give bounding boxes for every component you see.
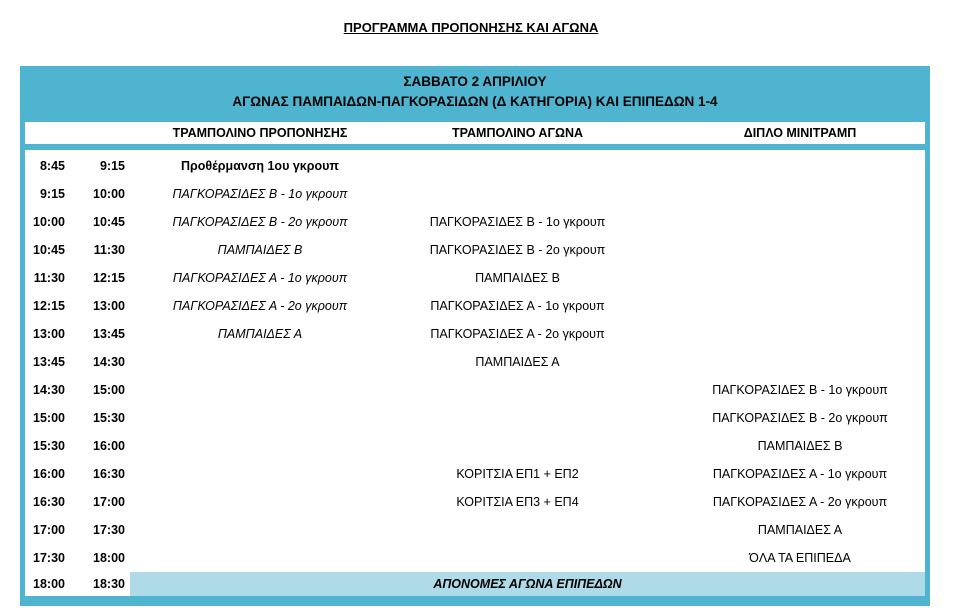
minitramp-cell (680, 320, 920, 348)
column-header-training: ΤΡΑΜΠΟΛΙΝΟ ΠΡΟΠΟΝΗΣΗΣ (172, 126, 348, 140)
end-time: 11:30 (93, 243, 125, 257)
end-time: 17:30 (93, 523, 125, 537)
competition-cell: ΠΑΜΠΑΙΔΕΣ Α (475, 355, 560, 369)
end-time: 18:00 (93, 551, 125, 565)
table-row (25, 236, 925, 264)
start-time: 14:30 (33, 383, 65, 397)
training-cell: ΠΑΓΚΟΡΑΣΙΔΕΣ Α - 2ο γκρουπ (172, 299, 348, 313)
table-row (25, 516, 925, 544)
minitramp-cell: ΠΑΓΚΟΡΑΣΙΔΕΣ Α - 2ο γκρουπ (712, 495, 888, 509)
end-time: 17:00 (93, 495, 125, 509)
table-row (25, 376, 925, 404)
end-time: 16:00 (93, 439, 125, 453)
training-cell: ΠΑΜΠΑΙΔΕΣ Α (217, 327, 303, 341)
competition-cell: ΠΑΜΠΑΙΔΕΣ Β (475, 271, 560, 285)
minitramp-cell (680, 348, 920, 376)
end-time: 10:00 (93, 187, 125, 201)
awards-band: ΑΠΟΝΟΜΕΣ ΑΓΩΝΑ ΕΠΙΠΕΔΩΝ (130, 572, 925, 596)
start-time: 16:30 (33, 495, 65, 509)
column-header-competition: ΤΡΑΜΠΟΛΙΝΟ ΑΓΩΝΑ (451, 126, 584, 140)
start-time: 10:45 (33, 243, 65, 257)
competition-cell (400, 376, 635, 404)
competition-cell: ΠΑΓΚΟΡΑΣΙΔΕΣ Α - 1ο γκρουπ (430, 299, 605, 313)
training-cell: ΠΑΓΚΟΡΑΣΙΔΕΣ Α - 1ο γκρουπ (172, 271, 348, 285)
start-time: 17:00 (33, 523, 65, 537)
minitramp-cell: ΠΑΓΚΟΡΑΣΙΔΕΣ Β - 1ο γκρουπ (712, 383, 888, 397)
competition-cell: ΠΑΓΚΟΡΑΣΙΔΕΣ Β - 1ο γκρουπ (429, 215, 606, 229)
start-time: 13:45 (33, 355, 65, 369)
document-title: ΠΡΟΓΡΑΜΜΑ ΠΡΟΠΟΝΗΣΗΣ ΚΑΙ ΑΓΩΝΑ (343, 20, 599, 35)
training-cell (145, 516, 375, 544)
competition-cell (400, 180, 635, 208)
competition-cell: ΠΑΓΚΟΡΑΣΙΔΕΣ Α - 2ο γκρουπ (430, 327, 605, 341)
minitramp-cell: ΠΑΓΚΟΡΑΣΙΔΕΣ Α - 1ο γκρουπ (712, 467, 888, 481)
end-time: 9:15 (99, 159, 125, 173)
competition-cell: ΚΟΡΙΤΣΙΑ ΕΠ3 + ΕΠ4 (456, 495, 579, 509)
table-row (25, 320, 925, 348)
start-time: 17:30 (33, 551, 65, 565)
end-time: 13:45 (93, 327, 125, 341)
start-time: 11:30 (33, 271, 65, 285)
end-time: 10:45 (93, 215, 125, 229)
banner-date: ΣΑΒΒΑΤΟ 2 ΑΠΡΙΛΙΟΥ (403, 74, 547, 89)
start-time: 8:45 (39, 159, 65, 173)
table-row (25, 180, 925, 208)
end-time: 15:00 (93, 383, 125, 397)
minitramp-cell (680, 292, 920, 320)
end-time: 12:15 (93, 271, 125, 285)
competition-cell: ΚΟΡΙΤΣΙΑ ΕΠ1 + ΕΠ2 (456, 467, 579, 481)
table-row-final (25, 570, 925, 598)
minitramp-cell: ΠΑΜΠΑΙΔΕΣ Β (757, 439, 843, 453)
competition-cell (400, 432, 635, 460)
start-time: 15:00 (33, 411, 65, 425)
training-cell: ΠΑΓΚΟΡΑΣΙΔΕΣ Β - 2ο γκρουπ (172, 215, 348, 229)
table-row (25, 404, 925, 432)
minitramp-cell: ΌΛΑ ΤΑ ΕΠΙΠΕΔΑ (749, 551, 851, 565)
minitramp-cell (680, 152, 920, 180)
end-time: 18:30 (93, 577, 125, 591)
table-row (25, 488, 925, 516)
training-cell (145, 432, 375, 460)
competition-cell (400, 404, 635, 432)
start-time: 9:15 (39, 187, 65, 201)
start-time: 18:00 (33, 577, 65, 591)
competition-cell: ΠΑΓΚΟΡΑΣΙΔΕΣ Β - 2ο γκρουπ (429, 243, 606, 257)
minitramp-cell (680, 264, 920, 292)
header-separator (25, 144, 925, 150)
minitramp-cell (680, 208, 920, 236)
minitramp-cell (680, 180, 920, 208)
table-row (25, 208, 925, 236)
table-row (25, 264, 925, 292)
training-cell (145, 404, 375, 432)
start-time: 13:00 (33, 327, 65, 341)
competition-cell (400, 516, 635, 544)
training-cell: Προθέρμανση 1ου γκρουπ (181, 159, 339, 173)
training-cell: ΠΑΜΠΑΙΔΕΣ Β (217, 243, 303, 257)
minitramp-cell (680, 236, 920, 264)
competition-cell (400, 544, 635, 572)
training-cell: ΠΑΓΚΟΡΑΣΙΔΕΣ Β - 1ο γκρουπ (172, 187, 348, 201)
start-time: 10:00 (33, 215, 65, 229)
end-time: 15:30 (93, 411, 125, 425)
table-row (25, 152, 925, 180)
end-time: 16:30 (93, 467, 125, 481)
table-row (25, 292, 925, 320)
competition-cell (400, 152, 635, 180)
end-time: 14:30 (93, 355, 125, 369)
training-cell (145, 488, 375, 516)
table-row (25, 544, 925, 572)
end-time: 13:00 (93, 299, 125, 313)
table-row (25, 432, 925, 460)
table-row (25, 348, 925, 376)
start-time: 16:00 (33, 467, 65, 481)
training-cell (145, 544, 375, 572)
column-header-minitramp: ΔΙΠΛΟ ΜΙΝΙΤΡΑΜΠ (743, 126, 857, 140)
minitramp-cell: ΠΑΓΚΟΡΑΣΙΔΕΣ Β - 2ο γκρουπ (712, 411, 888, 425)
start-time: 12:15 (33, 299, 65, 313)
schedule-banner (20, 66, 930, 122)
training-cell (145, 460, 375, 488)
table-bottom-border (20, 596, 930, 606)
banner-event: ΑΓΩΝΑΣ ΠΑΜΠΑΙΔΩΝ-ΠΑΓΚΟΡΑΣΙΔΩΝ (Δ ΚΑΤΗΓΟΡΙΑ) ΚΑΙ ΕΠΙΠΕΔΩΝ 1-4 (232, 94, 718, 109)
training-cell (145, 348, 375, 376)
start-time: 15:30 (33, 439, 65, 453)
minitramp-cell: ΠΑΜΠΑΙΔΕΣ Α (757, 523, 843, 537)
training-cell (145, 376, 375, 404)
table-row (25, 460, 925, 488)
